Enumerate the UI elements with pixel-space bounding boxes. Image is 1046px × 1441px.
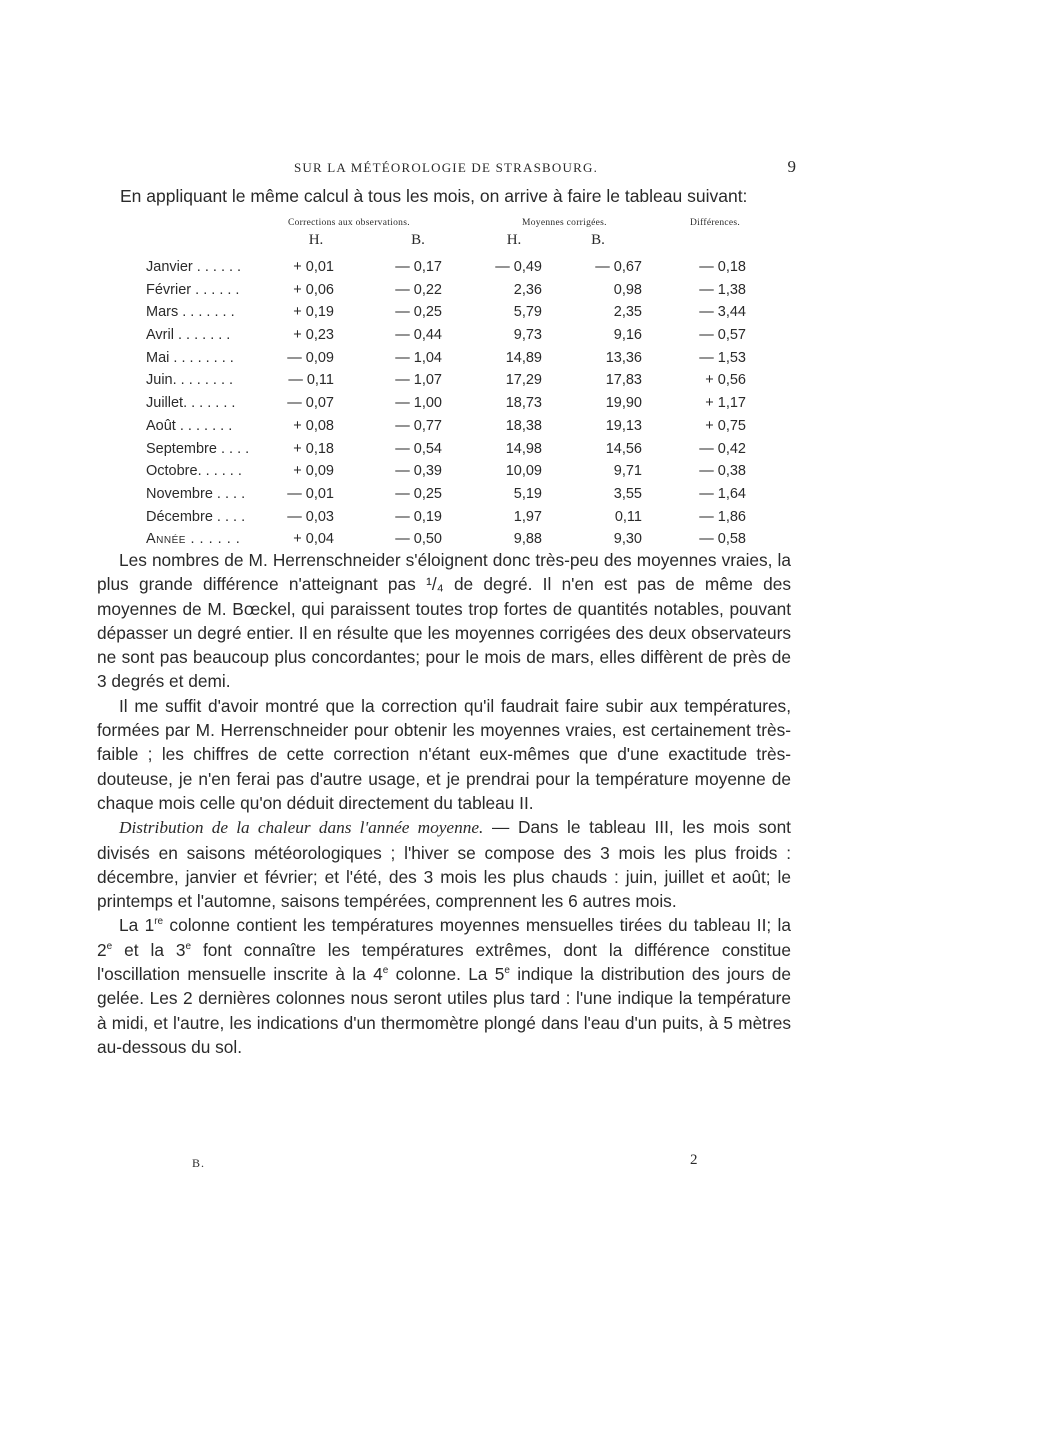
correction-b: — 0,39 [395,463,442,480]
ordinal-superscript: e [185,940,192,952]
table-row [0,279,1046,302]
month-label: Août . . . . . . . [146,417,233,434]
moyenne-h: 17,29 [505,372,542,389]
moyenne-b: 14,56 [605,440,642,457]
correction-h: + 0,08 [293,417,334,434]
ordinal-superscript: e [382,965,389,977]
table-row [0,460,1046,483]
difference: — 0,38 [699,463,746,480]
difference: — 1,53 [699,349,746,366]
header-differences: Différences. [690,218,741,228]
text-run: Les nombres de M. Herrenschneider s'éloignent donc très-peu des moyennes vraies, la plus grande différence n'atteignant pas [97,550,791,595]
paragraph [97,913,791,1059]
correction-h: + 0,23 [293,327,334,344]
correction-b: — 0,17 [395,259,442,275]
table-row [0,392,1046,415]
intro-sentence: En appliquant le même calcul à tous les mois, on arrive à faire le tableau suivant: [120,186,748,206]
correction-b: — 0,44 [395,327,442,344]
correction-h: + 0,18 [293,440,334,457]
moyenne-h: 5,19 [513,485,542,502]
month-label: Avril . . . . . . . [146,327,231,344]
difference: + 1,17 [705,395,746,412]
table-row [0,347,1046,370]
moyenne-h: 9,88 [513,531,542,548]
moyenne-h: 14,98 [505,440,542,457]
difference: + 0,56 [705,372,746,389]
table-row [0,483,1046,506]
subheader-corr-b: B. [411,232,425,248]
text-run: de degré. Il n'en est pas de même des moyennes de M. Bœckel, qui paraissent toutes trop fortes de quantités notables, pouvant dépasser un degré entier. Il en résulte que les moyennes corrigées des deux observateurs ne sont pas beaucoup plus concordantes; pour le mois de mars, elles diffèrent de près de 3 degrés et demi. [97,574,791,692]
correction-b: — 0,54 [395,440,442,457]
correction-h: + 0,01 [293,259,334,275]
table-row [0,301,1046,324]
moyenne-b: 13,36 [605,349,642,366]
table-row [0,438,1046,461]
difference: — 1,38 [699,281,746,298]
difference: — 0,18 [699,259,746,275]
header-corrections: Corrections aux observations. [288,218,410,228]
table-row [0,506,1046,529]
month-label: Mars . . . . . . . [146,304,235,321]
text-run: font connaître les températures extrêmes, dont la différence constitue l'oscillation mensuelle inscrite à la 4 [97,939,791,985]
correction-h: + 0,19 [293,304,334,321]
moyenne-b: 9,16 [613,327,642,344]
difference: — 0,57 [699,327,746,344]
moyenne-h: 10,09 [505,463,542,480]
subheader-moy-b: B. [591,232,605,248]
table-row [0,369,1046,392]
moyenne-b: 19,90 [605,395,642,412]
moyenne-b: 9,30 [613,531,642,548]
difference: — 0,58 [699,531,746,548]
moyenne-b: — 0,67 [595,259,642,275]
subheader-moy-h: H. [506,232,522,248]
month-label: Janvier . . . . . . [146,259,242,275]
text-run: La 1 [119,915,155,936]
difference: — 1,64 [699,485,746,502]
difference: — 0,42 [699,440,746,457]
moyenne-b: 17,83 [605,372,642,389]
paragraph: Il me suffit d'avoir montré que la correction qu'il faudrait faire subir aux températures, formées par M. Herrenschneider pour obtenir les moyennes vraies, est certainement très-faible ; les chiffres de cette correction n'étant eux-mêmes que d'une exactitude très-douteuse, je n'en ferai pas d'autre usage, et je prendrai pour la température moyenne de chaque mois celle qu'on déduit directement du tableau II. [97,695,791,813]
footer-sheet-number: 2 [690,1152,698,1168]
moyenne-b: 2,35 [613,304,642,321]
month-label: Juillet. . . . . . . [146,395,236,412]
correction-h: — 0,03 [287,508,334,525]
moyenne-b: 0,11 [614,508,642,525]
correction-h: + 0,09 [293,463,334,480]
text-run: et la 3 [112,939,186,960]
month-label: Novembre . . . . [146,485,246,502]
moyenne-b: 0,98 [613,281,642,298]
text-run: — Dans le tableau III, les mois sont divisés en saisons météorologiques ; l'hiver se compose des 3 mois les plus froids : décembre, janvier et février; et l'été, des 3 mois les plus chauds : juin, juillet et août; le printemps et l'automne, saisons tempérées, comprennent les 6 autres mois. [97,817,791,912]
correction-b: — 1,07 [395,372,442,389]
moyenne-b: 9,71 [613,463,642,480]
body-text [97,548,791,1059]
header-moyennes: Moyennes corrigées. [522,218,607,228]
table-row [0,415,1046,438]
correction-b: — 1,00 [395,395,442,412]
correction-b: — 0,25 [395,485,442,502]
month-label: Année . . . . . . [146,531,241,548]
subheader-corr-h: H. [308,232,324,248]
correction-b: — 1,04 [395,349,442,366]
correction-h: — 0,09 [287,349,334,366]
correction-b: — 0,22 [395,281,442,298]
correction-h: + 0,04 [293,531,334,548]
paragraph [97,815,791,913]
page-number: 9 [787,157,796,176]
moyenne-b: 3,55 [613,485,642,502]
month-label: Septembre . . . . [146,440,250,457]
running-title: SUR LA MÉTÉOROLOGIE DE STRASBOURG. [293,160,599,175]
month-label: Juin. . . . . . . . [146,372,234,389]
table-row [0,256,1046,279]
moyenne-h: 1,97 [513,508,542,525]
paragraph [97,548,791,694]
month-label: Octobre. . . . . . [146,463,242,480]
ordinal-superscript: re [154,916,164,928]
data-table [0,256,1046,551]
moyenne-h: 18,73 [505,395,542,412]
difference: — 1,86 [699,508,746,525]
table-row [0,324,1046,347]
difference: + 0,75 [705,417,746,434]
month-label: Février . . . . . . [146,281,240,298]
moyenne-h: 9,73 [513,327,542,344]
ordinal-superscript: e [504,965,510,977]
moyenne-h: 18,38 [505,417,542,434]
correction-b: — 0,77 [395,417,442,434]
month-label: Mai . . . . . . . . [146,349,234,366]
moyenne-h: 5,79 [513,304,542,321]
ordinal-superscript: e [106,940,113,952]
difference: — 3,44 [699,304,746,321]
moyenne-h: 2,36 [513,281,542,298]
footer-signature: B. [192,1156,206,1170]
correction-b: — 0,25 [395,304,442,321]
correction-h: — 0,11 [288,372,334,389]
correction-h: — 0,01 [287,485,334,502]
section-heading-italic: Distribution de la chaleur dans l'année moyenne. [119,818,484,838]
correction-b: — 0,19 [395,508,442,525]
moyenne-h: — 0,49 [495,259,542,275]
moyenne-b: 19,13 [605,417,642,434]
correction-b: — 0,50 [395,531,442,548]
text-run: indique la distribution des jours de gelée. Les 2 dernières colonnes nous seront utiles plus tard : l'une indique la température à midi, et l'autre, les indications d'un thermomètre plongé dans l'eau d'un puits, à 5 mètres au-dessous du sol. [97,964,791,1057]
moyenne-h: 14,89 [505,349,542,366]
correction-h: — 0,07 [287,395,334,412]
correction-h: + 0,06 [293,281,334,298]
text-run: colonne. La 5 [388,964,505,985]
text-run: colonne contient les températures moyennes mensuelles tirées du tableau II; la 2 [97,915,792,960]
month-label: Décembre . . . . [146,508,246,525]
fraction: ¹/₄ [426,574,444,595]
